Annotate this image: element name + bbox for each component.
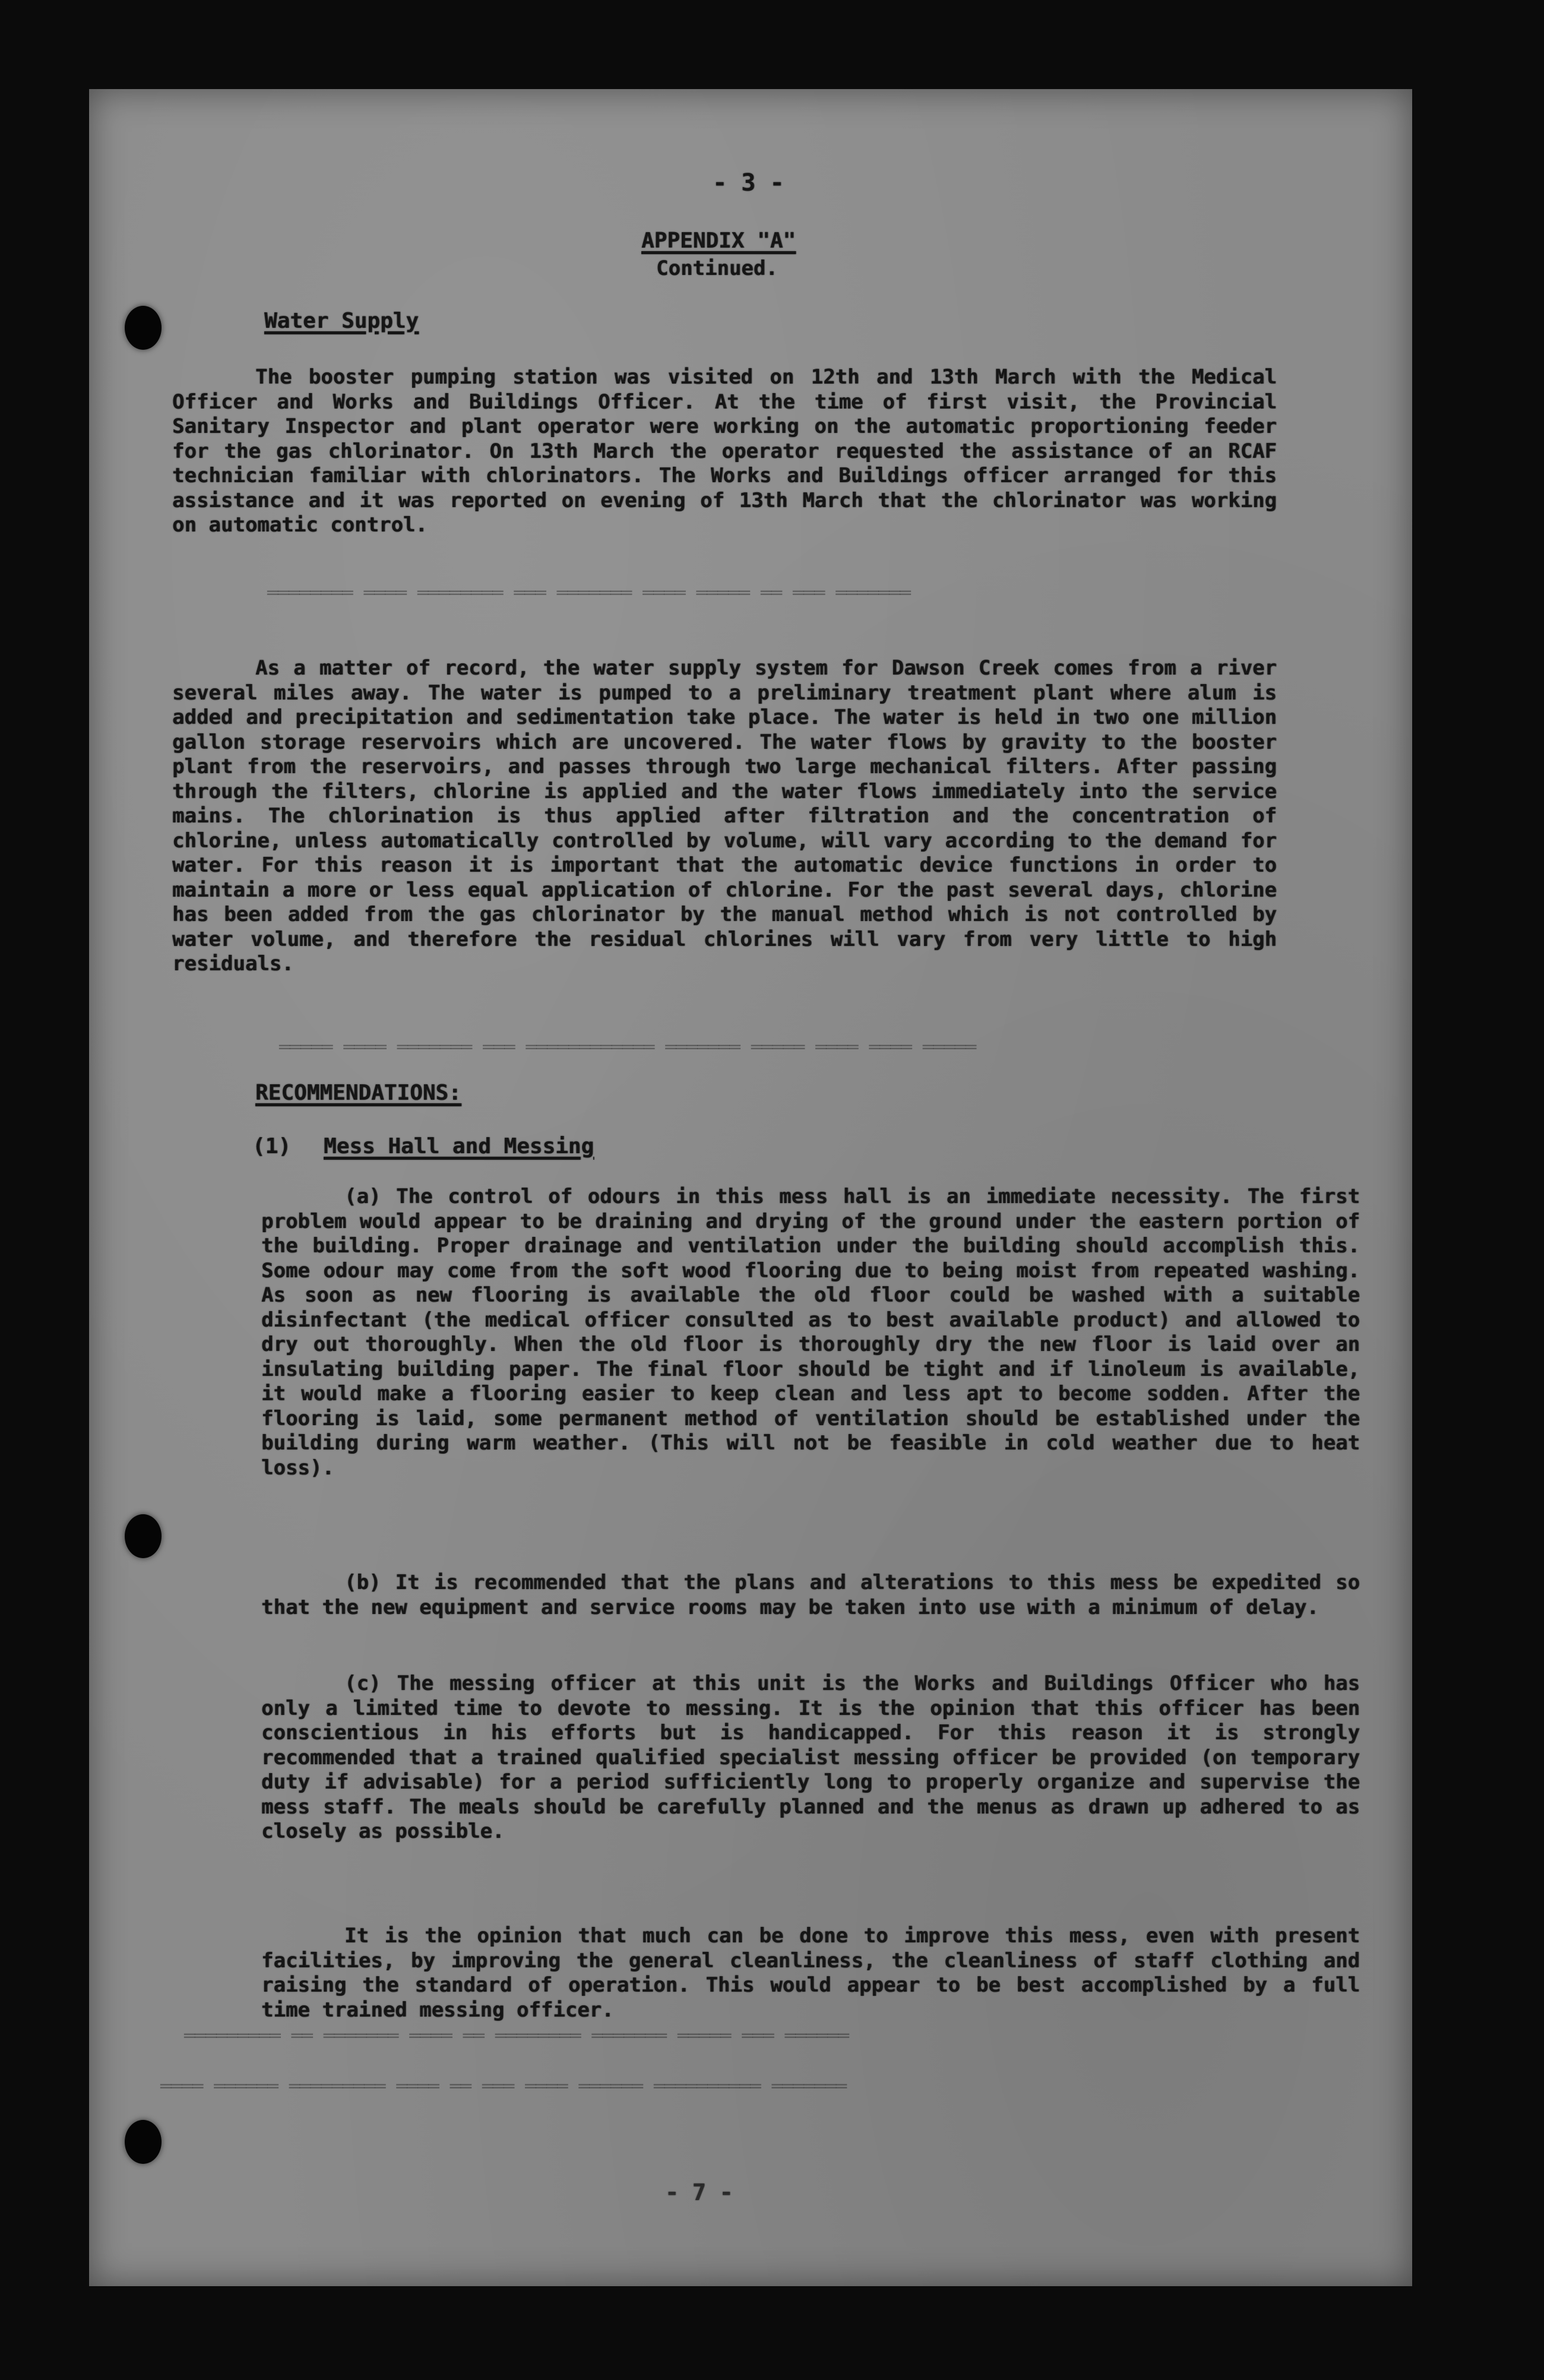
page-number-top: - 3 - [713,169,784,197]
section-heading-recommendations: RECOMMENDATIONS: [255,1081,461,1105]
recommendation-closing: It is the opinion that much can be done to improve this mess, even with present facilities, by improving the general cleanliness, the cleanliness of staff clothing and raising the standard of operation. This would appear to be best accomplished by a full time trained messing officer. [261,1924,1360,2022]
bleed-through-line: ════════ ════ ════════ ═══ ═══════ ════ ═════ ══ ═══ ═══════ [267,582,911,603]
item-heading-mess-hall: Mess Hall and Messing [324,1134,594,1159]
water-supply-paragraph-2: As a matter of record, the water supply system for Dawson Creek comes from a river several miles away. The water is pumped to a preliminary treatment plant where alum is added and precipitation and sedimentation take place. The water is held in two one million gallon storage reservoirs which are uncovered. The water flows by gravity to the booster plant from the reservoirs, and passes through two large mechanical filters. After passing through the filters, chlorine is applied and the water flows immediately into the service mains. The chlorination is thus applied after filtration and the concentration of chlorine, unless automatically controlled by volume, will vary according to the demand for water. For this reason it is important that the automatic device functions in order to maintain a more or less equal application of chlorine. For the past several days, chlorine has been added from the gas chlorinator by the manual method which is not controlled by water volume, and therefore the residual chlorines will vary from very little to high residuals. [172,656,1277,976]
appendix-subtitle: Continued. [656,257,778,280]
punch-hole-middle [125,1514,162,1558]
recommendation-c: (c) The messing officer at this unit is the Works and Buildings Officer who has only a limited time to devote to messing. It is the opinion that this officer has been conscientious in his efforts but is handicapped. For this reason it is strongly recommended that a trained qualified specialist messing officer be provided (on temporary duty if advisable) for a period sufficiently long to properly organize and supervise the mess staff. The meals should be carefully planned and the menus as drawn up adhered to as closely as possible. [261,1672,1360,1843]
recommendation-b: (b) It is recommended that the plans and alterations to this mess be expedited so that the new equipment and service rooms may be taken into use with a minimum of delay. [261,1571,1360,1619]
item-number-1: (1) [252,1134,292,1159]
bleed-through-line: ════ ══════ ═════════ ════ ══ ═══ ════ ══════ ══════════ ═══════ [160,2075,847,2096]
appendix-title: APPENDIX "A" [641,229,796,253]
punch-hole-bottom [125,2120,162,2164]
water-supply-paragraph-1: The booster pumping station was visited on 12th and 13th March with the Medical Officer and Works and Buildings Officer. At the time of first visit, the Provincial Sanitary Inspector and plant operator were working on the automatic proportioning feeder for the gas chlorinator. On 13th March the operator requested the assistance of an RCAF technician familiar with chlorinators. The Works and Buildings officer arranged for this assistance and it was reported on evening of 13th March that the chlorinator was working on automatic control. [172,365,1277,537]
section-heading-water-supply: Water Supply [264,309,419,333]
page-number-bottom: - 7 - [665,2179,733,2205]
recommendation-a: (a) The control of odours in this mess hall is an immediate necessity. The first problem would appear to be draining and drying of the ground under the eastern portion of the building. Proper drainage and ventilation under the building should accomplish this. Some odour may come from the soft wood flooring due to being moist from repeated washing. As soon as new flooring is available the old floor could be washed with a suitable disinfectant (the medical officer consulted as to best available product) and allowed to dry out thoroughly. When the old floor is thoroughly dry the new floor is laid over an insulating building paper. The final floor should be tight and if linoleum is available, it would make a flooring easier to keep clean and less apt to become sodden. After the flooring is laid, some permanent method of ventilation should be established under the building during warm weather. (This will not be feasible in cold weather due to heat loss). [261,1185,1360,1480]
punch-hole-top [125,306,162,350]
bleed-through-line: ═════════ ══ ═══════ ════ ══ ════════ ═══════ ═════ ═══ ══════ [184,2025,849,2046]
bleed-through-line: ═════ ════ ═══════ ═══ ════════════ ═══════ ═════ ════ ════ ═════ [279,1036,976,1057]
